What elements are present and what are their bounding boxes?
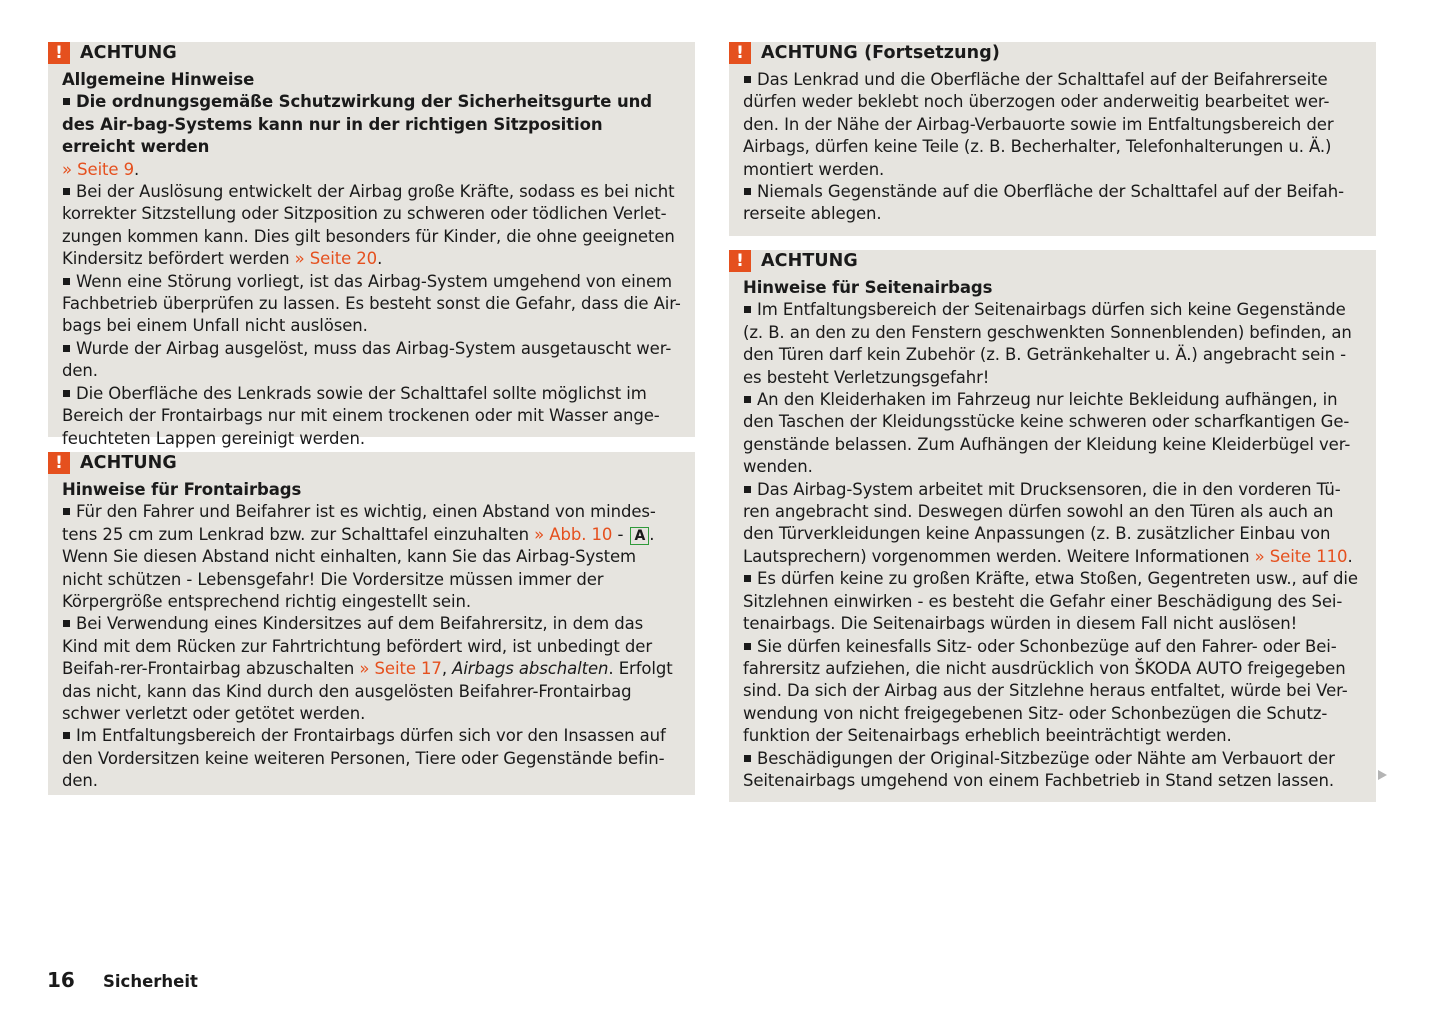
bullet-item: Die Oberfläche des Lenkrads sowie der Schalttafel sollte möglichst im Bereich der Frontairbags nur mit einem trockenen oder mit Wasser ange-feuchteten Lappen gereinigt werden. (62, 383, 660, 448)
bullet-item: Niemals Gegenstände auf die Oberfläche der Schalttafel auf der Beifah-rerseite ablegen. (743, 182, 1344, 224)
warning-subtitle: Hinweise für Frontairbags (62, 480, 302, 499)
bullet-item: Wurde der Airbag ausgelöst, muss das Airbag-System ausgetauscht wer-den. (62, 338, 672, 381)
bullet-item: Sie dürfen keinesfalls Sitz- oder Schonbezüge auf den Fahrer- oder Bei-fahrersitz aufziehen, die nicht ausdrücklich von ŠKODA AUTO freigegeben sind. Da sich der Airbag aus der Sitzlehne heraus entfaltet, würde bei Ver-wendung von nicht freigegebenen Sitz- oder Schonbezügen die Schutz-funktion der Seitenairbags erheblich beeinträchtigt werden. (743, 636, 1348, 746)
bullet-item: Das Airbag-System arbeitet mit Drucksensoren, die in den vorderen Tü-ren angebracht sind. Deswegen dürfen sowohl an den Türen als auch an den Türverkleidungen keine Anpassungen (z. B. zusätzlicher Einbau von Lautsprechern) vorgenommen werden. Weitere Informationen » Seite 110. (743, 479, 1353, 566)
bullet-item: Im Entfaltungsbereich der Seitenairbags dürfen sich keine Gegenstände (z. B. an den zu den Fenstern geschwenkten Sonnenblenden) befinden, an den Türen darf kein Zubehör (z. B. Getränkehalter u. Ä.) angebracht sein - es besteht Verletzungsgefahr! (743, 300, 1352, 387)
page-reference-link[interactable]: » Seite 110 (1254, 546, 1348, 566)
bullet-item: Die ordnungsgemäße Schutzwirkung der Sicherheitsgurte und des Air-bag-Systems kann nur in der richtigen Sitzposition erreicht werden (62, 92, 652, 157)
warning-icon: ! (48, 452, 70, 474)
warning-title: ACHTUNG (80, 43, 177, 63)
warning-icon: ! (48, 42, 70, 64)
bullet-item: Bei Verwendung eines Kindersitzes auf dem Beifahrersitz, in dem das Kind mit dem Rücken zur Fahrtrichtung befördert wird, ist unbedingt der Beifah-rer-Frontairbag abzuschalten » Seite 17, Airbags abschalten. Erfolgt das nicht, kann das Kind durch den ausgelösten Beifahrer-Frontairbag schwer verletzt oder getötet werden. (62, 614, 673, 724)
bullet-item: An den Kleiderhaken im Fahrzeug nur leichte Bekleidung aufhängen, in den Taschen der Kleidungsstücke keine schweren oder scharfkantigen Ge-genstände belassen. Zum Aufhängen der Kleidung keine Kleiderbügel ver-wenden. (743, 390, 1351, 477)
warning-box-general (48, 42, 695, 448)
page-number: 16 (47, 968, 75, 992)
warning-box-continuation (729, 42, 1376, 236)
warning-title: ACHTUNG (80, 453, 177, 473)
callout-label: A (630, 527, 649, 545)
page-reference-link[interactable]: » Seite 20 (294, 249, 378, 269)
warning-box-frontairbags (48, 452, 695, 795)
continue-arrow-icon (1378, 770, 1387, 780)
warning-header (729, 42, 1362, 64)
bullet-item: Für den Fahrer und Beifahrer ist es wichtig, einen Abstand von mindes-tens 25 cm zum Lenkrad bzw. zur Schalttafel einzuhalten » Abb. 10 - A . Wenn Sie diesen Abstand nicht einhalten, kann Sie das Airbag-System nicht schützen - Lebensgefahr! Die Vordersitze müssen immer der Körpergröße entsprechend richtig eingestellt sein. (62, 502, 656, 612)
page-reference-link[interactable]: » Seite 9 (62, 159, 135, 179)
warning-header (729, 250, 1362, 272)
warning-subtitle: Hinweise für Seitenairbags (743, 278, 993, 297)
warning-title: ACHTUNG (Fortsetzung) (761, 43, 1000, 63)
figure-reference-link[interactable]: » Abb. 10 (534, 524, 613, 544)
bullet-item: Bei der Auslösung entwickelt der Airbag große Kräfte, sodass es bei nicht korrekter Sitzstellung oder Sitzposition zu schweren oder tödlichen Verlet-zungen kommen kann. Dies gilt besonders für Kinder, die ohne geeigneten Kindersitz befördert werden » Seite 20. (62, 182, 675, 269)
warning-box-sideairbags (729, 250, 1376, 802)
bullet-item: Wenn eine Störung vorliegt, ist das Airbag-System umgehend von einem Fachbetrieb überprüfen zu lassen. Es besteht sonst die Gefahr, dass die Air-bags bei einem Unfall nicht auslösen. (62, 271, 681, 336)
bullet-item: Beschädigungen der Original-Sitzbezüge oder Nähte am Verbauort der Seitenairbags umgehend von einem Fachbetrieb in Stand setzen lassen. (743, 748, 1335, 790)
warning-header (48, 42, 681, 64)
section-title: Sicherheit (103, 972, 198, 991)
bullet-item: Es dürfen keine zu großen Kräfte, etwa Stoßen, Gegentreten usw., auf die Sitzlehnen einwirken - es besteht die Gefahr einer Beschädigung des Sei-tenairbags. Die Seitenairbags würden in diesem Fall nicht auslösen! (743, 569, 1358, 634)
warning-subtitle: Allgemeine Hinweise (62, 70, 255, 89)
warning-icon: ! (729, 250, 751, 272)
bullet-item: Das Lenkrad und die Oberfläche der Schalttafel auf der Beifahrerseite dürfen weder beklebt noch überzogen oder anderweitig bearbeitet wer-den. In der Nähe der Airbag-Verbauorte sowie im Entfaltungsbereich der Airbags, dürfen keine Teile (z. B. Becherhalter, Telefonhalterungen u. Ä.) montiert werden. (743, 70, 1334, 179)
page-reference-link[interactable]: » Seite 17 (359, 659, 442, 679)
bullet-item: Im Entfaltungsbereich der Frontairbags dürfen sich vor den Insassen auf den Vordersitzen keine weiteren Personen, Tiere oder Gegenstände befin-den. (62, 726, 666, 791)
warning-title: ACHTUNG (761, 251, 858, 271)
bullet-item-continuation: » Seite 9. (62, 159, 140, 179)
warning-header (48, 452, 681, 474)
warning-icon: ! (729, 42, 751, 64)
